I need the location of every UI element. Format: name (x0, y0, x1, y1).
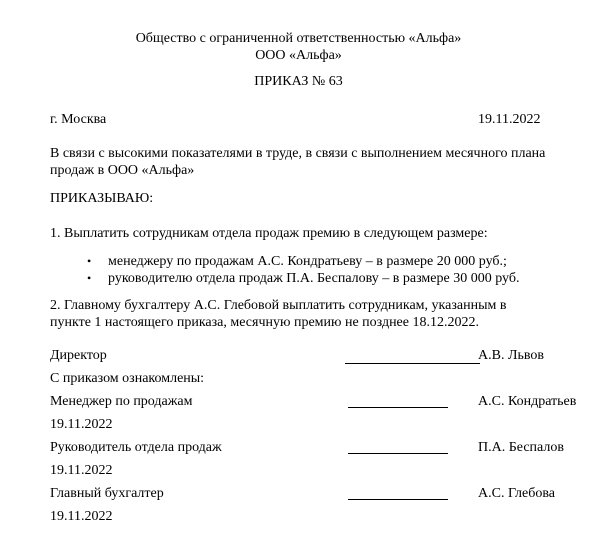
signature-date: 19.11.2022 (50, 417, 113, 432)
signature-name: А.В. Львов (478, 348, 544, 363)
signature-date: 19.11.2022 (50, 509, 113, 524)
signature-line (348, 453, 448, 454)
org-name-short: ООО «Альфа» (255, 48, 342, 63)
ack-signature-row (50, 485, 555, 502)
bullet-item-text: менеджеру по продажам А.С. Кондратьеву – в размере 20 000 руб.; (108, 254, 507, 269)
bullet-marker-icon: • (87, 271, 92, 285)
signature-label: Менеджер по продажам (50, 394, 193, 409)
city-date-row (50, 111, 547, 128)
signature-name: А.С. Кондратьев (478, 394, 577, 409)
ack-signature-row (50, 393, 577, 410)
city-label: г. Москва (50, 112, 107, 127)
signature-label: Главный бухгалтер (50, 486, 164, 501)
bullet-item (50, 253, 547, 270)
preamble-paragraph: В связи с высокими показателями в труде, в связи с выполнением месячного плана продаж в ООО «Альфа» (50, 146, 546, 178)
signature-label: Директор (50, 348, 107, 363)
signature-name: П.А. Беспалов (478, 440, 564, 455)
bullet-marker-icon: • (87, 254, 92, 268)
order-date: 19.11.2022 (478, 112, 541, 127)
acknowledged-heading: С приказом ознакомлены: (50, 371, 205, 386)
order-number-title: ПРИКАЗ № 63 (254, 74, 343, 89)
signature-name: А.С. Глебова (478, 486, 555, 501)
order-item-1: 1. Выплатить сотрудникам отдела продаж премию в следующем размере: (50, 226, 488, 241)
resolution-word: ПРИКАЗЫВАЮ: (50, 191, 154, 206)
signature-date: 19.11.2022 (50, 463, 113, 478)
director-signature-row (50, 347, 547, 364)
ack-signature-row (50, 439, 564, 456)
bullet-item (50, 270, 547, 287)
signature-line (345, 363, 480, 364)
org-name-full: Общество с ограниченной ответственностью «Альфа» (135, 31, 462, 46)
bullet-item-text: руководителю отдела продаж П.А. Беспалову – в размере 30 000 руб. (108, 271, 520, 286)
order-item-2: 2. Главному бухгалтеру А.С. Глебовой выплатить сотрудникам, указанным в пункте 1 настоящего приказа, месячную премию не позднее 18.12.2022. (50, 298, 507, 330)
bullet-list (50, 253, 547, 287)
signature-line (348, 407, 448, 408)
signature-label: Руководитель отдела продаж (50, 440, 222, 455)
signature-line (348, 499, 448, 500)
